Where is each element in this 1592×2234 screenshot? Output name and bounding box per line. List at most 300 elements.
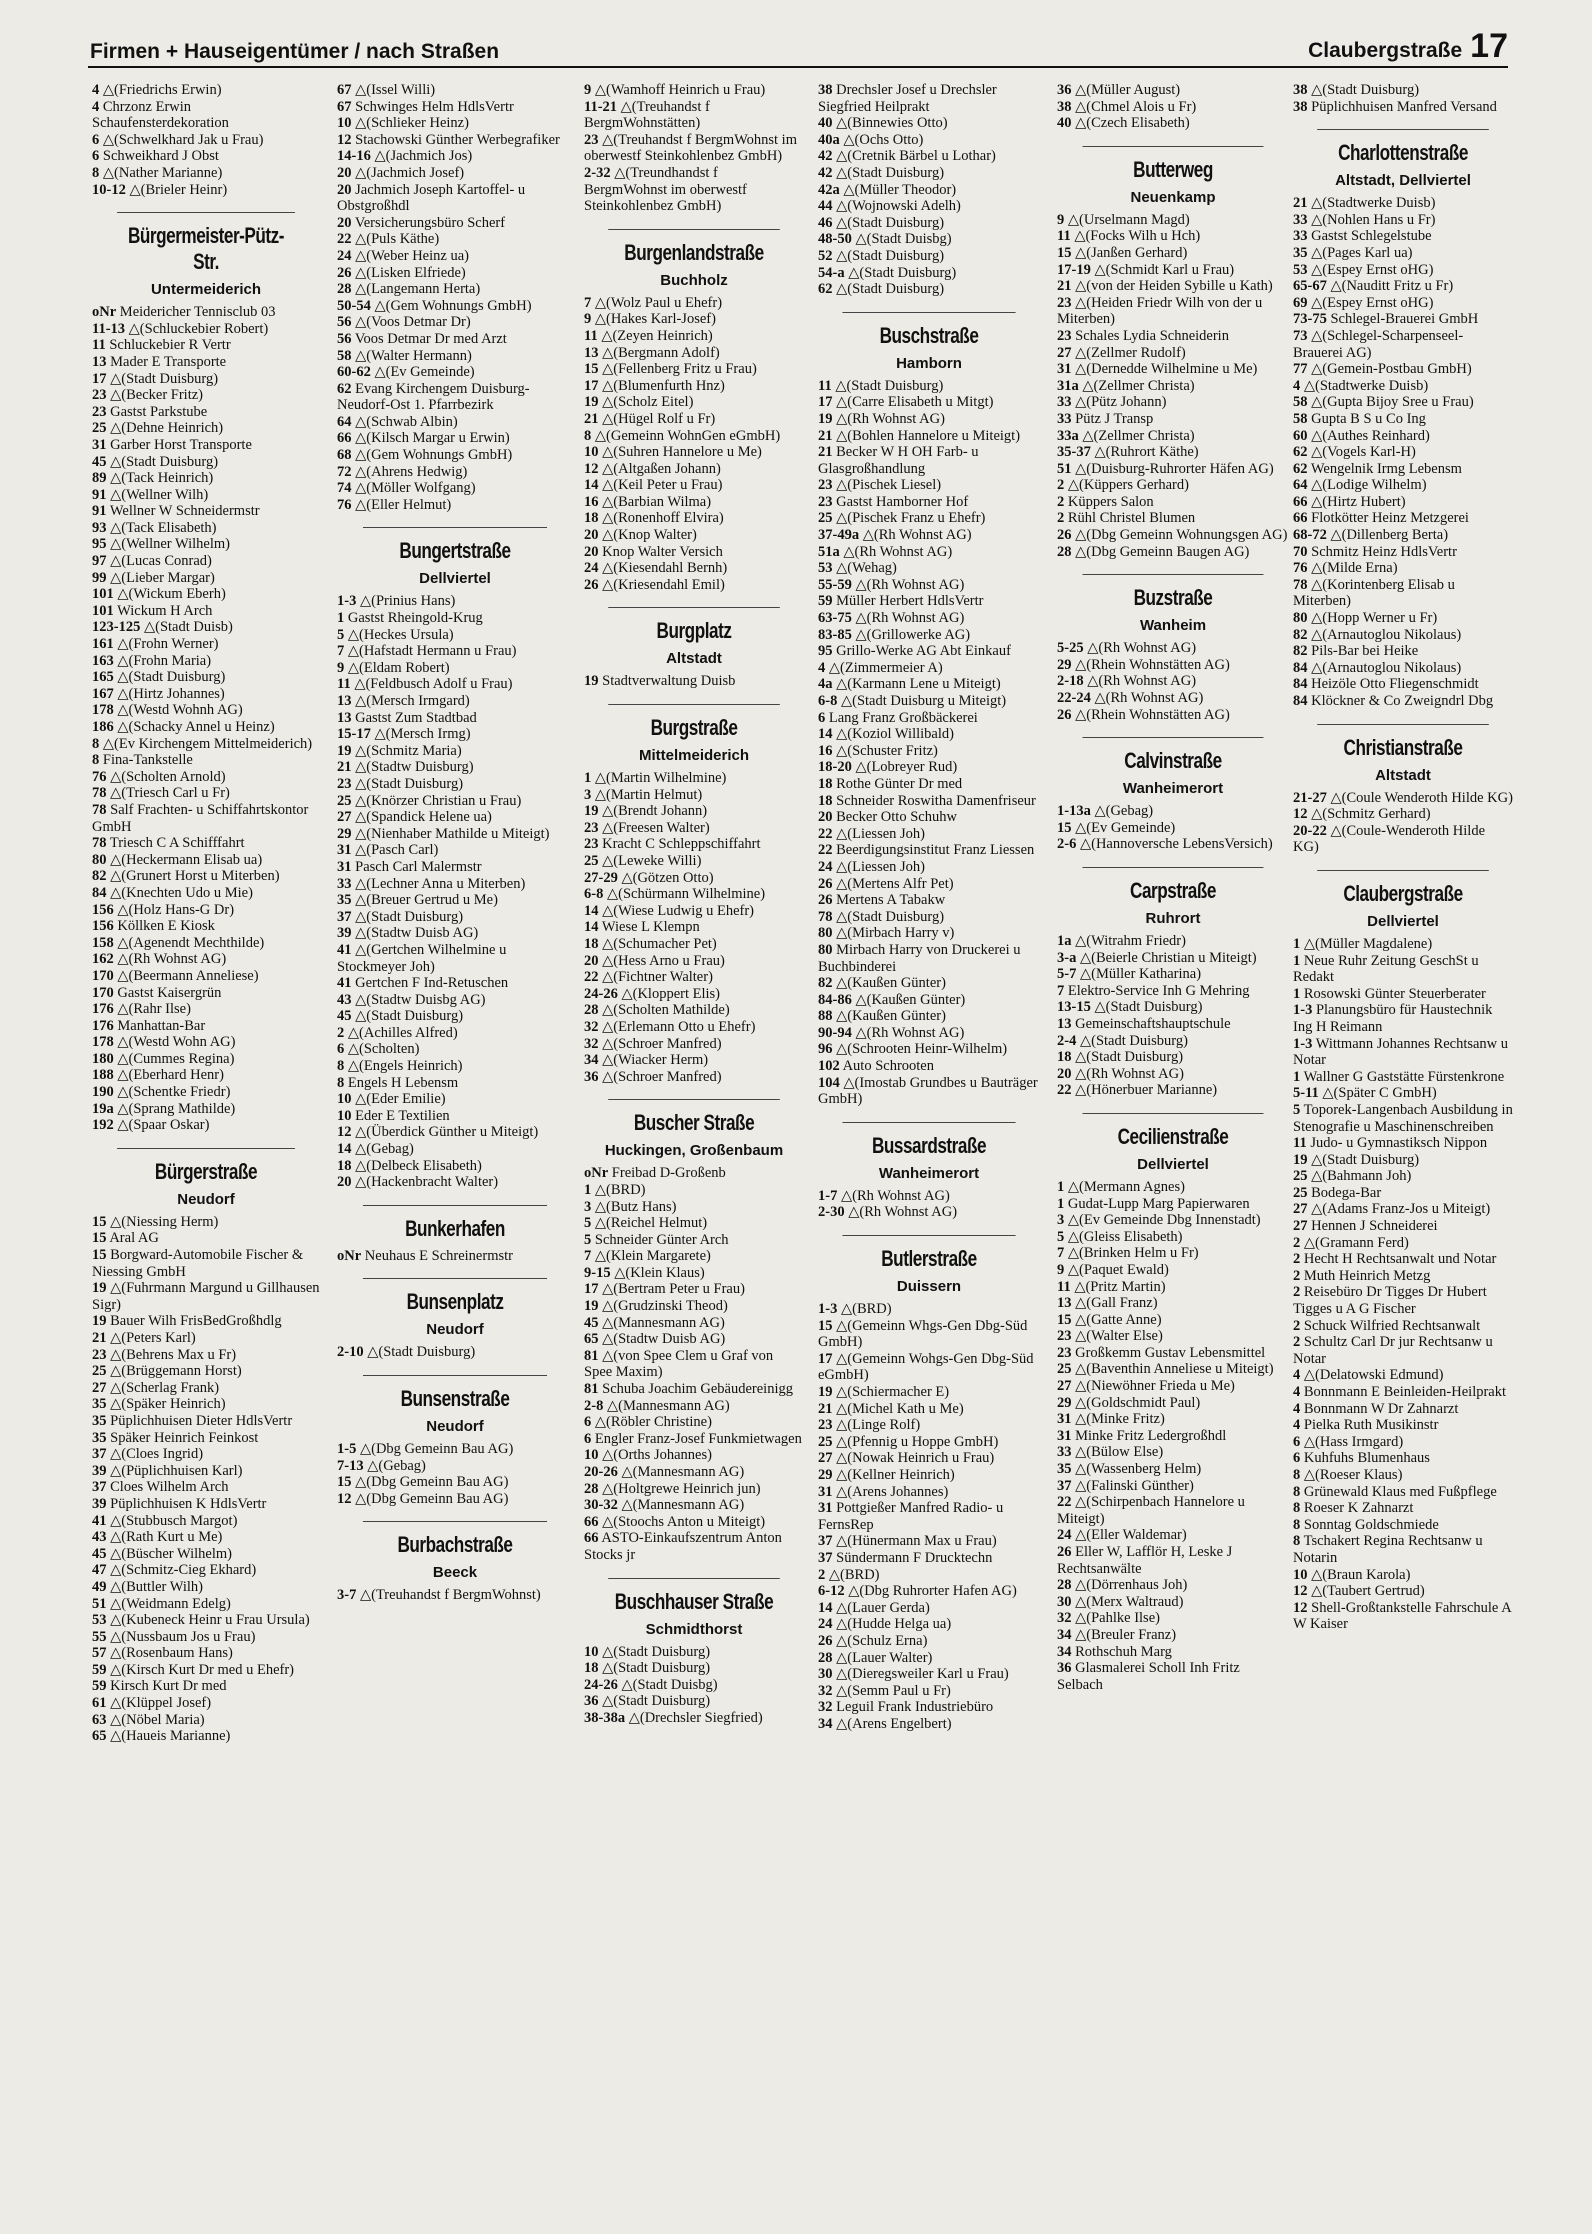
directory-entry [818,198,1040,215]
directory-entry [92,1579,320,1596]
directory-entry [818,925,1040,942]
house-number: 76 [1293,560,1308,577]
house-number: 11 [584,327,598,344]
directory-entry [1293,660,1513,677]
house-number: 78 [818,908,833,925]
entry-name: △(Hess Arno u Frau) [602,952,725,969]
entry-name: △(Rhein Wohnstätten AG) [1075,706,1230,723]
entry-name: △(Wellner Wilh) [110,486,209,503]
house-number: 26 [1057,527,1072,544]
entry-name: Wellner W Schneidermstr [109,503,260,520]
directory-entry [337,1458,573,1475]
directory-entry [818,1633,1040,1650]
house-number: 178 [92,702,114,719]
directory-entry [584,1381,804,1398]
house-number: 56 [337,314,352,331]
entry-name: Eder E Textilien [355,1107,450,1124]
house-number: 58 [337,347,352,364]
house-number: 23 [92,387,107,404]
house-number: 33 [1057,410,1072,427]
directory-entry [584,853,804,870]
entry-name: Hennen J Schneiderei [1311,1218,1438,1235]
entry-name: △(Treuhandst f BergmWohnstätten) [584,98,710,132]
house-number: 22 [584,969,599,986]
entry-name: △(Gebag) [367,1457,426,1474]
directory-entry [584,1481,804,1498]
district-label: Hamborn [896,354,962,372]
house-number: 2 [1293,1284,1301,1301]
directory-entry [337,992,573,1009]
directory-entry [337,497,573,514]
entry-name: △(Koziol Willibald) [836,726,954,743]
house-number: oNr [337,1247,362,1264]
entry-name: Kuhfuhs Blumenhaus [1303,1450,1430,1467]
house-number: 37 [337,908,352,925]
house-number: 9 [1057,211,1065,228]
entry-name: △(von Spee Clem u Graf von Spee Maxim) [584,1347,774,1381]
house-number: 21 [337,759,352,776]
entry-name: Eller W, Lafflör H, Leske J Rechtsanwälte [1057,1544,1233,1577]
house-number: 3-7 [337,1587,357,1604]
entry-name: Rothschuh Marg [1075,1643,1172,1660]
directory-entry [337,710,573,727]
entry-name: △(Schroer Manfred) [602,1035,722,1052]
entry-name: △(Stadt Duisburg) [835,377,944,394]
house-number: 9 [584,311,592,328]
directory-entry [1057,1262,1289,1279]
directory-entry [337,1141,573,1158]
directory-entry [92,337,320,354]
directory-entry [337,660,573,677]
directory-entry [584,1530,804,1563]
entry-name: △(Eldam Robert) [347,659,450,676]
entry-name: △(Schentke Friedr) [117,1084,231,1101]
entry-name: △(Mannesmann AG) [606,1397,730,1414]
house-number: 35 [1293,244,1308,261]
entry-name: △(Bergmann Adolf) [602,344,720,361]
directory-entry [818,1650,1040,1667]
entry-name: △(Hakes Karl-Josef) [594,311,716,328]
directory-entry [584,1431,804,1448]
house-number: 15 [92,1230,107,1247]
house-number: 2 [1057,477,1065,494]
directory-entry [818,148,1040,165]
entry-name: △(Heckes Ursula) [347,626,454,643]
house-number: 1 [337,610,345,627]
entry-name: △(Schürmann Wilhelmine) [606,886,766,903]
directory-entry [1293,823,1513,856]
house-number: 58 [1293,410,1308,427]
directory-entry [337,248,573,265]
directory-entry [818,544,1040,561]
directory-entry [92,1067,320,1084]
house-number: 4 [818,659,826,676]
house-number: 9-15 [584,1264,611,1281]
house-number: 23 [818,1417,833,1434]
entry-name: Rothe Günter Dr med [836,775,963,792]
entry-name: △(Nauditt Fritz u Fr) [1330,278,1454,295]
directory-entry [1057,510,1289,527]
directory-entry [1293,1036,1513,1069]
house-number: 5-7 [1057,966,1077,983]
entry-name: △(Späker Heinrich) [110,1396,226,1413]
directory-entry [92,503,320,520]
house-number: 74 [337,480,352,497]
entry-name: △(Treundhandst f BergmWohnst im oberwestf Steinkohlenbez GmbH) [584,164,747,215]
directory-entry [1293,1235,1513,1252]
entry-name: △(Bahmann Joh) [1311,1168,1412,1185]
directory-entry [337,265,573,282]
directory-entry [1057,1179,1289,1196]
entry-name: △(Sprang Mathilde) [117,1100,236,1117]
directory-entry [92,669,320,686]
house-number: 19 [337,742,352,759]
house-number: 4 [92,82,100,98]
directory-entry [1293,1500,1513,1517]
directory-entry [1057,477,1289,494]
entry-name: △(Dörrenhaus Joh) [1075,1577,1188,1594]
directory-entry [92,752,320,769]
directory-entry [92,702,320,719]
page-header-title: Firmen + Hauseigentümer / nach Straßen [90,40,500,63]
directory-entry [1057,1395,1289,1412]
house-number: 15 [92,1213,107,1230]
entry-name: △(Urselmann Magd) [1067,211,1190,228]
directory-entry [1057,966,1289,983]
directory-entry [92,1084,320,1101]
directory-entry [1293,527,1513,544]
directory-entry [584,461,804,478]
house-number: 19 [584,673,599,690]
directory-entry [337,99,573,116]
house-number: 6 [584,1430,592,1447]
entry-name: △(Wiese Ludwig u Ehefr) [602,902,755,919]
directory-entry [337,480,573,497]
house-number: 24 [818,858,833,875]
directory-entry [584,1052,804,1069]
entry-name: △(Rosenbaum Hans) [110,1645,233,1662]
district-label: Altstadt [1375,766,1431,784]
house-number: 170 [92,984,114,1001]
house-number: 38-38a [584,1709,626,1726]
entry-name: Cloes Wilhelm Arch [110,1479,229,1496]
house-number: 20 [337,164,352,181]
house-number: 19 [818,1384,833,1400]
entry-name: Engels H Lebensm [347,1074,459,1091]
street-heading: Bürgermeister-Pütz-Str. [117,212,295,275]
house-number: 2-6 [1057,836,1077,853]
house-number: 8 [92,752,100,769]
entry-name: △(Niessing Herm) [110,1213,219,1230]
directory-entry [1293,212,1513,229]
directory-entry [818,132,1040,149]
house-number: 3 [584,786,592,803]
entry-name: △(Holtgrewe Heinrich jun) [602,1480,761,1497]
entry-name: △(Zellmer Christa) [1082,377,1195,394]
entry-name: △(Erlemann Otto u Ehefr) [602,1018,756,1035]
entry-name: △(Eberhard Henr) [117,1067,224,1084]
house-number: 12 [337,131,352,148]
directory-entry [92,1230,320,1247]
directory-entry [1057,1494,1289,1527]
directory-entry [1057,1644,1289,1661]
directory-entry [818,1434,1040,1451]
directory-entry [818,494,1040,511]
entry-name: △(Milde Erna) [1311,560,1398,577]
house-number: 62 [1293,460,1308,477]
entry-name: △(Feldbusch Adolf u Frau) [354,676,513,693]
directory-entry [337,298,573,315]
house-number: 27 [1057,344,1072,361]
directory-entry [337,148,573,165]
entry-name: △(Hönerbuer Marianne) [1075,1082,1218,1099]
entry-name: △(Hannoversche LebensVersich) [1079,836,1273,853]
directory-entry [1293,1417,1513,1434]
entry-name: Leguil Frank Industriebüro [836,1699,994,1716]
entry-name: △(Falinski Günther) [1075,1477,1194,1494]
house-number: 2-8 [584,1397,604,1414]
directory-entry [1293,1384,1513,1401]
directory-entry [584,969,804,986]
entry-name: Gertchen F Ind-Retuschen [355,975,509,992]
entry-name: Pottgießer Manfred Radio- u FernsRep [818,1500,1004,1533]
directory-entry [92,985,320,1002]
directory-entry [92,1645,320,1662]
house-number: 50-54 [337,297,371,314]
entry-name: △(Lisken Elfriede) [355,264,466,281]
house-number: 70 [1293,543,1308,560]
entry-name: △(Spandick Helene ua) [355,809,492,826]
entry-name: Köllken E Kiosk [117,918,215,935]
directory-entry [92,1330,320,1347]
directory-entry [1293,1517,1513,1534]
directory-entry [92,636,320,653]
house-number: 78 [1293,576,1308,593]
directory-entry [337,693,573,710]
house-number: 10 [337,1091,352,1108]
entry-name: Gastst Parkstube [110,403,208,420]
entry-name: △(Schirpenbach Hannelore u Miteigt) [1057,1494,1245,1527]
house-number: 53 [818,560,833,577]
entry-name: △(Stubbusch Margot) [110,1512,238,1529]
house-number: 188 [92,1067,114,1084]
directory-entry [337,231,573,248]
entry-name: △(Müller August) [1075,82,1181,98]
house-number: 24-26 [584,985,618,1002]
entry-name: Sündermann F Drucktechn [836,1549,993,1566]
entry-name: Gastst Zum Stadtbad [355,709,477,726]
entry-name: △(Orths Johannes) [602,1447,712,1464]
directory-entry [1057,245,1289,262]
house-number: 45 [584,1314,599,1331]
entry-name: △(Ev Kirchengem Mittelmeiderich) [102,735,313,752]
directory-entry [92,1546,320,1563]
house-number: 178 [92,1034,114,1051]
entry-name: △(Gemeinn Whgs-Gen Dbg-Süd GmbH) [818,1317,1028,1351]
house-number: 23 [1057,1344,1072,1361]
entry-name: △(Spaar Oskar) [117,1117,210,1134]
entry-name: △(Pischek Liesel) [836,477,942,494]
directory-entry [1293,693,1513,710]
directory-entry [337,909,573,926]
directory-entry [584,477,804,494]
house-number: 80 [818,941,833,958]
entry-name: △(Hünermann Max u Frau) [836,1533,997,1550]
entry-name: △(Butz Hans) [594,1198,677,1215]
directory-entry [818,1616,1040,1633]
house-number: 5-25 [1057,640,1084,657]
entry-name: △(Rath Kurt u Me) [110,1529,223,1546]
entry-name: Schlegel-Brauerei GmbH [1330,311,1479,328]
directory-entry [337,892,573,909]
directory-entry [92,1662,320,1679]
house-number: 35 [1057,1461,1072,1478]
directory-entry [92,1446,320,1463]
entry-name: Wengelnik Irmg Lebensm [1310,460,1462,477]
directory-entry [818,1533,1040,1550]
house-number: 37 [818,1549,833,1566]
house-number: 13 [337,709,352,726]
house-number: 19 [92,1280,107,1297]
directory-entry [1293,1533,1513,1566]
directory-entry [1293,1152,1513,1169]
directory-entry [1293,790,1513,807]
house-number: 18 [337,1157,352,1174]
entry-name: △(Grunert Horst u Miterben) [110,868,280,885]
house-number: 8 [337,1074,345,1091]
directory-entry [337,447,573,464]
house-number: 45 [337,1008,352,1025]
house-number: 38 [1293,82,1308,98]
house-number: 9 [584,82,592,98]
directory-entry [1057,1610,1289,1627]
entry-name: △(Hügel Rolf u Fr) [602,410,716,427]
house-number: 8 [92,735,100,752]
entry-name: Püplichhuisen Manfred Versand [1311,98,1497,115]
directory-entry [818,975,1040,992]
entry-name: △(Nowak Heinrich u Frau) [836,1450,995,1467]
directory-entry [337,132,573,149]
directory-entry [1057,1328,1289,1345]
house-number: 1 [1057,1178,1065,1195]
directory-entry [92,785,320,802]
entry-name: △(Ochs Otto) [843,131,924,148]
house-number: 26 [337,264,352,281]
entry-name: Jachmich Joseph Kartoffel- u Obstgroßhdl [337,181,526,215]
entry-name: △(Lodige Wilhelm) [1311,477,1427,494]
directory-entry [584,870,804,887]
house-number: 22 [337,231,352,248]
entry-name: △(Scholten) [347,1041,420,1058]
directory-entry [337,676,573,693]
directory-entry [92,1363,320,1380]
entry-name: Evang Kirchengem Duisburg-Neudorf-Ost 1. Pfarrbezirk [337,380,530,414]
house-number: 18 [584,1660,599,1677]
street-heading: Bunsenstraße [363,1375,547,1412]
directory-entry [818,560,1040,577]
entry-name: △(Zellmer Rudolf) [1075,344,1186,361]
house-number: 82 [818,975,833,992]
entry-name: △(Suhren Hannelore u Me) [602,444,762,461]
entry-name: Rühl Christel Blumen [1067,510,1196,527]
directory-entry [1057,228,1289,245]
directory-entry [584,560,804,577]
entry-name: △(Pages Karl ua) [1311,244,1413,261]
directory-entry [584,378,804,395]
directory-entry [1293,494,1513,511]
directory-entry [337,759,573,776]
entry-name: Muth Heinrich Metzg [1303,1267,1431,1284]
house-number: 18 [584,935,599,952]
directory-entry [1057,1082,1289,1099]
entry-name: △(Reichel Helmut) [594,1215,708,1232]
house-number: 31 [1057,1411,1072,1428]
directory-entry [818,1075,1040,1108]
directory-entry [584,919,804,936]
house-number: 23 [92,403,107,420]
house-number: 1 [1057,1195,1065,1212]
house-number: 176 [92,1001,114,1018]
directory-entry [1293,378,1513,395]
house-number: 2-32 [584,164,611,181]
entry-name: Kracht C Schleppschiffahrt [602,836,761,853]
house-number: 40 [1057,115,1072,132]
house-number: 53 [92,1612,107,1629]
house-number: 45 [92,1545,107,1562]
house-number: 31 [337,858,352,875]
entry-name: Toporek-Langenbach Ausbildung in Stenografie u Maschinenschreiben [1293,1101,1513,1135]
directory-entry [337,331,573,348]
house-number: 78 [92,801,107,818]
entry-name: Salf Frachten- u Schiffahrtskontor GmbH [92,801,309,835]
house-number: 36 [584,1068,599,1085]
house-number: 4a [818,676,833,693]
house-number: 10 [584,444,599,461]
entry-name: △(Michel Kath u Me) [836,1400,964,1417]
entry-name: △(Chmel Alois u Fr) [1075,98,1197,115]
entry-name: △(Fichtner Walter) [602,969,713,986]
house-number: 84 [92,884,107,901]
house-number: 1a [1057,933,1072,949]
directory-entry [1293,99,1513,116]
house-number: 15 [1057,244,1072,261]
directory-entry [584,494,804,511]
directory-entry [337,364,573,381]
entry-name: △(Nienhaber Mathilde u Miteigt) [355,825,550,842]
directory-entry [584,1298,804,1315]
directory-entry [584,1281,804,1298]
entry-name: △(Merx Waltraud) [1075,1593,1184,1610]
entry-name: Flotkötter Heinz Metzgerei [1311,510,1469,527]
entry-name: Becker Otto Schuhw [836,809,957,826]
entry-name: Pasch Carl Malermstr [355,858,482,875]
directory-entry [584,527,804,544]
entry-name: Gastst Rheingold-Krug [347,610,483,627]
entry-name: △(Frohn Werner) [117,636,219,653]
directory-entry [92,487,320,504]
house-number: 13 [584,344,599,361]
directory-entry [1293,936,1513,953]
entry-name: △(BRD) [828,1566,880,1583]
entry-name: △(Rh Wohnst AG) [117,951,227,968]
directory-entry [337,314,573,331]
directory-entry [818,248,1040,265]
house-number: 2 [1293,1267,1301,1284]
directory-entry [584,99,804,132]
street-heading: Charlottenstraße [1317,129,1489,166]
house-number: 78 [92,835,107,852]
directory-entry [584,1019,804,1036]
